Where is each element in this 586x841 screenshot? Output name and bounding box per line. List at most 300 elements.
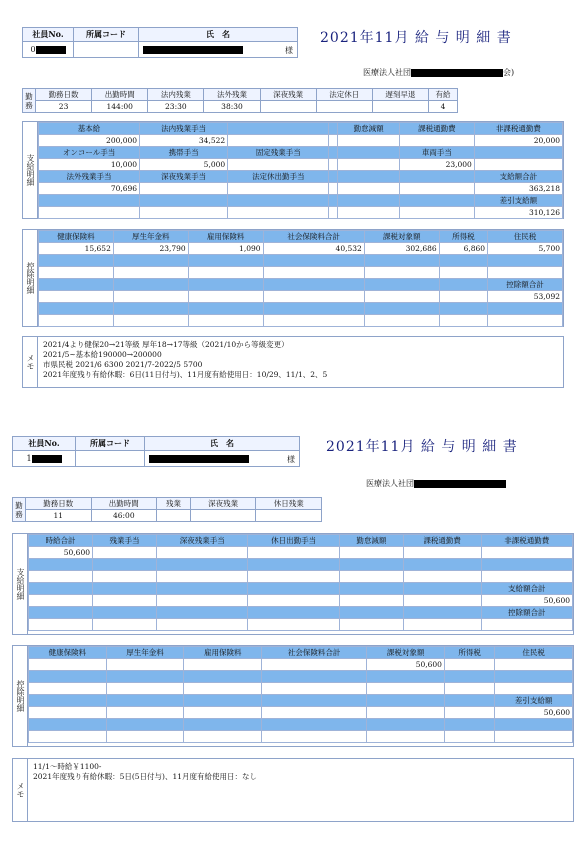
item-value — [39, 267, 114, 279]
label-row — [29, 535, 573, 547]
item-label — [106, 695, 184, 707]
attendance-value — [256, 510, 322, 522]
item-value: 50,600 — [29, 547, 93, 559]
employee-no-value: 1 — [13, 451, 76, 467]
employee-no-label: 社員No. — [23, 28, 74, 42]
item-value — [93, 619, 157, 631]
item-label — [263, 255, 364, 267]
item-value — [339, 547, 403, 559]
payment-side-label: 支給明細 — [13, 534, 28, 634]
memo-text — [33, 762, 257, 782]
item-label: 差引支給額 — [474, 195, 562, 207]
item-value: 50,600 — [481, 595, 572, 607]
item-value — [184, 731, 262, 743]
attendance-label: 遅刻早退 — [372, 89, 428, 101]
item-value — [140, 207, 228, 219]
item-label: 厚生年金料 — [106, 647, 184, 659]
item-label — [29, 583, 93, 595]
value-row — [39, 243, 563, 255]
item-label: 非課税通勤費 — [474, 123, 562, 135]
item-label: 非課税通勤費 — [481, 535, 572, 547]
attendance-label: 残業 — [157, 498, 191, 510]
item-label — [439, 255, 487, 267]
item-value — [29, 619, 93, 631]
item-value — [364, 315, 439, 327]
honorific: 様 — [285, 46, 293, 55]
item-label — [157, 559, 248, 571]
item-label — [329, 147, 338, 159]
item-value — [93, 547, 157, 559]
item-value — [248, 619, 339, 631]
item-value — [228, 207, 329, 219]
item-value — [184, 707, 262, 719]
redaction — [32, 455, 62, 463]
item-value — [29, 659, 107, 671]
attendance-label: 有給 — [428, 89, 457, 101]
item-value — [29, 571, 93, 583]
item-value: 5,700 — [488, 243, 563, 255]
item-value — [495, 683, 573, 695]
item-label — [188, 303, 263, 315]
item-value — [399, 183, 474, 195]
item-value: 50,600 — [495, 707, 573, 719]
item-value — [262, 707, 367, 719]
attendance-label: 勤務日数 — [26, 498, 92, 510]
item-value — [444, 731, 494, 743]
value-row — [39, 291, 563, 303]
item-value — [184, 659, 262, 671]
label-row — [39, 231, 563, 243]
item-label: 深夜残業手当 — [157, 535, 248, 547]
item-label: 住民税 — [488, 231, 563, 243]
label-row — [29, 719, 573, 731]
page-title: 2021年11月 給 与 明 細 書 — [326, 439, 518, 455]
item-value — [367, 683, 445, 695]
redaction — [143, 46, 243, 54]
value-row — [39, 135, 563, 147]
item-value — [488, 267, 563, 279]
item-label: 雇用保険料 — [184, 647, 262, 659]
item-value — [403, 547, 481, 559]
item-label — [495, 671, 573, 683]
deduction-side-label: 控除明細 — [13, 646, 28, 746]
item-value — [106, 707, 184, 719]
item-label — [39, 195, 140, 207]
redaction — [36, 46, 66, 54]
label-row — [29, 647, 573, 659]
item-value — [364, 291, 439, 303]
item-label: 所得税 — [439, 231, 487, 243]
label-row — [39, 171, 563, 183]
item-value — [495, 659, 573, 671]
honorific: 様 — [287, 455, 295, 464]
item-value — [329, 183, 338, 195]
item-label — [403, 607, 481, 619]
memo-line: 2021年度残り有給休暇：5日(5日付与)、11月度有給使用日：なし — [33, 772, 258, 781]
label-row — [39, 255, 563, 267]
item-label — [399, 195, 474, 207]
attendance-label: 深夜残業 — [260, 89, 316, 101]
attendance-side-label: 勤務 — [13, 498, 26, 522]
item-label — [228, 195, 329, 207]
item-value — [113, 291, 188, 303]
item-label — [262, 719, 367, 731]
item-label: 社会保険料合計 — [262, 647, 367, 659]
item-value — [157, 571, 248, 583]
item-value: 15,652 — [39, 243, 114, 255]
memo-section — [22, 336, 564, 388]
item-value — [262, 731, 367, 743]
label-row — [29, 559, 573, 571]
item-label — [444, 695, 494, 707]
item-value: 20,000 — [474, 135, 562, 147]
deduction-table — [38, 230, 563, 327]
item-label — [403, 583, 481, 595]
item-value — [338, 159, 400, 171]
dept-code-label: 所属コード — [76, 437, 145, 451]
label-row — [29, 583, 573, 595]
attendance-label: 法内残業 — [148, 89, 204, 101]
attendance-value: 46:00 — [91, 510, 157, 522]
item-label: 所得税 — [444, 647, 494, 659]
value-row — [39, 267, 563, 279]
item-label: 携帯手当 — [140, 147, 228, 159]
value-row — [29, 731, 573, 743]
deduction-table — [28, 646, 573, 743]
item-label — [399, 171, 474, 183]
item-label: 法外残業手当 — [39, 171, 140, 183]
employee-header — [22, 27, 298, 58]
item-label: 勤怠減額 — [339, 535, 403, 547]
item-value — [29, 707, 107, 719]
value-row — [39, 183, 563, 195]
item-value — [188, 315, 263, 327]
item-label — [39, 255, 114, 267]
item-label — [329, 123, 338, 135]
item-label: 厚生年金料 — [113, 231, 188, 243]
value-row — [29, 595, 573, 607]
item-value — [495, 731, 573, 743]
item-value — [364, 267, 439, 279]
attendance-value — [316, 101, 372, 113]
value-row — [29, 547, 573, 559]
item-label — [339, 607, 403, 619]
item-label — [248, 607, 339, 619]
item-label — [93, 583, 157, 595]
item-value — [367, 707, 445, 719]
item-value — [228, 183, 329, 195]
attendance-value: 144:00 — [92, 101, 148, 113]
item-value — [93, 595, 157, 607]
item-label — [29, 719, 107, 731]
value-row — [39, 159, 563, 171]
attendance-value — [372, 101, 428, 113]
redaction — [414, 480, 506, 488]
item-value: 6,860 — [439, 243, 487, 255]
item-label — [113, 279, 188, 291]
value-row — [39, 315, 563, 327]
item-label — [39, 303, 114, 315]
deduction-section — [22, 229, 564, 327]
item-label — [339, 559, 403, 571]
attendance-value: 23:30 — [148, 101, 204, 113]
item-value — [184, 683, 262, 695]
item-label — [488, 303, 563, 315]
item-value: 310,126 — [474, 207, 562, 219]
payment-section — [12, 533, 574, 635]
item-label: 課税対象額 — [364, 231, 439, 243]
item-value — [106, 659, 184, 671]
item-value — [106, 731, 184, 743]
item-label — [329, 171, 338, 183]
memo-side-label: メモ — [23, 337, 38, 387]
value-row — [29, 659, 573, 671]
item-label — [29, 607, 93, 619]
item-label — [474, 147, 562, 159]
item-label: 健康保険料 — [29, 647, 107, 659]
item-value — [248, 547, 339, 559]
item-label: 勤怠減額 — [338, 123, 400, 135]
label-row — [29, 671, 573, 683]
item-label — [495, 719, 573, 731]
item-label — [188, 255, 263, 267]
item-value: 363,218 — [474, 183, 562, 195]
label-row — [39, 303, 563, 315]
item-value — [439, 267, 487, 279]
item-label — [29, 559, 93, 571]
attendance-label: 出勤時間 — [91, 498, 157, 510]
dept-code-label: 所属コード — [74, 28, 139, 42]
item-value — [113, 315, 188, 327]
value-row — [29, 707, 573, 719]
item-value — [481, 571, 572, 583]
item-label — [106, 671, 184, 683]
value-row — [29, 571, 573, 583]
item-label — [444, 671, 494, 683]
label-row — [39, 195, 563, 207]
item-label: 基本給 — [39, 123, 140, 135]
item-value — [399, 135, 474, 147]
page-title: 2021年11月 給 与 明 細 書 — [320, 30, 512, 46]
attendance-label: 法定休日 — [316, 89, 372, 101]
item-label: 課税対象額 — [367, 647, 445, 659]
item-label — [263, 279, 364, 291]
item-value — [444, 659, 494, 671]
item-label: 課税通勤費 — [399, 123, 474, 135]
item-label: 法内残業手当 — [140, 123, 228, 135]
attendance-value — [190, 510, 256, 522]
item-label: 差引支給額 — [495, 695, 573, 707]
item-label: 健康保険料 — [39, 231, 114, 243]
item-value — [157, 547, 248, 559]
item-label — [364, 303, 439, 315]
item-value — [481, 547, 572, 559]
item-value — [262, 659, 367, 671]
name-label: 氏 名 — [145, 437, 300, 451]
item-value: 302,686 — [364, 243, 439, 255]
item-label — [364, 279, 439, 291]
item-value — [29, 683, 107, 695]
item-label — [262, 695, 367, 707]
item-value — [367, 731, 445, 743]
item-value — [339, 595, 403, 607]
item-value — [263, 291, 364, 303]
item-label — [29, 671, 107, 683]
item-label: 休日出勤手当 — [248, 535, 339, 547]
value-row — [39, 207, 563, 219]
item-value — [263, 315, 364, 327]
item-label — [263, 303, 364, 315]
attendance-label: 深夜残業 — [190, 498, 256, 510]
item-label: 深夜残業手当 — [140, 171, 228, 183]
item-value — [228, 159, 329, 171]
item-value: 1,090 — [188, 243, 263, 255]
item-label — [140, 195, 228, 207]
label-row — [39, 279, 563, 291]
attendance-table — [22, 88, 458, 113]
item-value — [444, 707, 494, 719]
item-value — [329, 159, 338, 171]
item-value: 34,522 — [140, 135, 228, 147]
item-label — [39, 279, 114, 291]
item-value — [248, 595, 339, 607]
redaction — [149, 455, 249, 463]
item-label — [106, 719, 184, 731]
item-value — [106, 683, 184, 695]
item-label — [184, 719, 262, 731]
company-name: 医療法人社団 — [366, 478, 506, 489]
employee-header — [12, 436, 300, 467]
memo-text — [43, 340, 327, 380]
item-value — [228, 135, 329, 147]
item-value — [248, 571, 339, 583]
name-value — [145, 451, 300, 467]
item-label: オンコール手当 — [39, 147, 140, 159]
employee-no-label: 社員No. — [13, 437, 76, 451]
item-label — [113, 255, 188, 267]
item-value — [140, 183, 228, 195]
item-value — [474, 159, 562, 171]
dept-code-value — [74, 42, 139, 58]
attendance-table — [12, 497, 322, 522]
item-label — [184, 695, 262, 707]
item-label — [113, 303, 188, 315]
item-value — [263, 267, 364, 279]
item-label: 法定休出勤手当 — [228, 171, 329, 183]
item-value — [262, 683, 367, 695]
item-value — [439, 291, 487, 303]
item-label: 課税通勤費 — [403, 535, 481, 547]
memo-line: 11/1～時給￥1100- — [33, 762, 102, 771]
item-label — [262, 671, 367, 683]
attendance-value: 23 — [36, 101, 92, 113]
item-value — [157, 595, 248, 607]
attendance-value: 4 — [428, 101, 457, 113]
company-name: 医療法人社団 会) — [363, 68, 515, 77]
item-label — [248, 559, 339, 571]
item-value — [39, 291, 114, 303]
item-value — [29, 595, 93, 607]
attendance-value: 11 — [26, 510, 92, 522]
item-value — [339, 619, 403, 631]
item-label — [184, 671, 262, 683]
item-value — [338, 183, 400, 195]
employee-no-value: 0 — [23, 42, 74, 58]
item-value — [403, 571, 481, 583]
item-label: 控除額合計 — [481, 607, 572, 619]
memo-line: 2021/5~基本給190000→200000 — [43, 350, 162, 359]
attendance-side-label: 勤務 — [23, 89, 36, 113]
item-label — [481, 559, 572, 571]
attendance-label: 休日残業 — [256, 498, 322, 510]
item-label: 支給額合計 — [474, 171, 562, 183]
attendance-label: 法外残業 — [204, 89, 260, 101]
attendance-label: 出勤時間 — [92, 89, 148, 101]
item-value — [439, 315, 487, 327]
value-row — [29, 683, 573, 695]
item-label — [93, 559, 157, 571]
memo-side-label: メモ — [13, 759, 28, 821]
memo-line: 2021/4より健保20→21等級 厚年18→17等級（2021/10から等級変更） — [43, 340, 289, 349]
memo-section — [12, 758, 574, 822]
item-value: 70,696 — [39, 183, 140, 195]
item-value: 200,000 — [39, 135, 140, 147]
redaction — [411, 69, 503, 77]
item-label — [339, 583, 403, 595]
item-value — [39, 207, 140, 219]
item-label: 残業手当 — [93, 535, 157, 547]
item-value — [338, 207, 400, 219]
item-label: 雇用保険料 — [188, 231, 263, 243]
item-value — [488, 315, 563, 327]
item-label: 車両手当 — [399, 147, 474, 159]
item-label — [93, 607, 157, 619]
item-value — [329, 135, 338, 147]
item-label — [367, 671, 445, 683]
item-value — [188, 291, 263, 303]
item-value — [188, 267, 263, 279]
deduction-section — [12, 645, 574, 747]
item-value: 53,092 — [488, 291, 563, 303]
item-value — [93, 571, 157, 583]
item-value — [481, 619, 572, 631]
payment-side-label: 支給明細 — [23, 122, 38, 218]
item-label — [439, 303, 487, 315]
item-value: 50,600 — [367, 659, 445, 671]
item-label — [329, 195, 338, 207]
item-label — [439, 279, 487, 291]
item-label: 控除額合計 — [488, 279, 563, 291]
item-value — [399, 207, 474, 219]
item-label — [188, 279, 263, 291]
item-value: 23,000 — [399, 159, 474, 171]
item-label: 支給額合計 — [481, 583, 572, 595]
item-label — [157, 583, 248, 595]
item-label — [338, 195, 400, 207]
item-value — [113, 267, 188, 279]
attendance-value — [260, 101, 316, 113]
deduction-side-label: 控除明細 — [23, 230, 38, 326]
payment-section — [22, 121, 564, 219]
item-label — [488, 255, 563, 267]
item-label — [444, 719, 494, 731]
item-label — [367, 719, 445, 731]
item-label: 時給合計 — [29, 535, 93, 547]
item-label — [228, 123, 329, 135]
attendance-value — [157, 510, 191, 522]
item-label — [29, 695, 107, 707]
item-value — [338, 135, 400, 147]
